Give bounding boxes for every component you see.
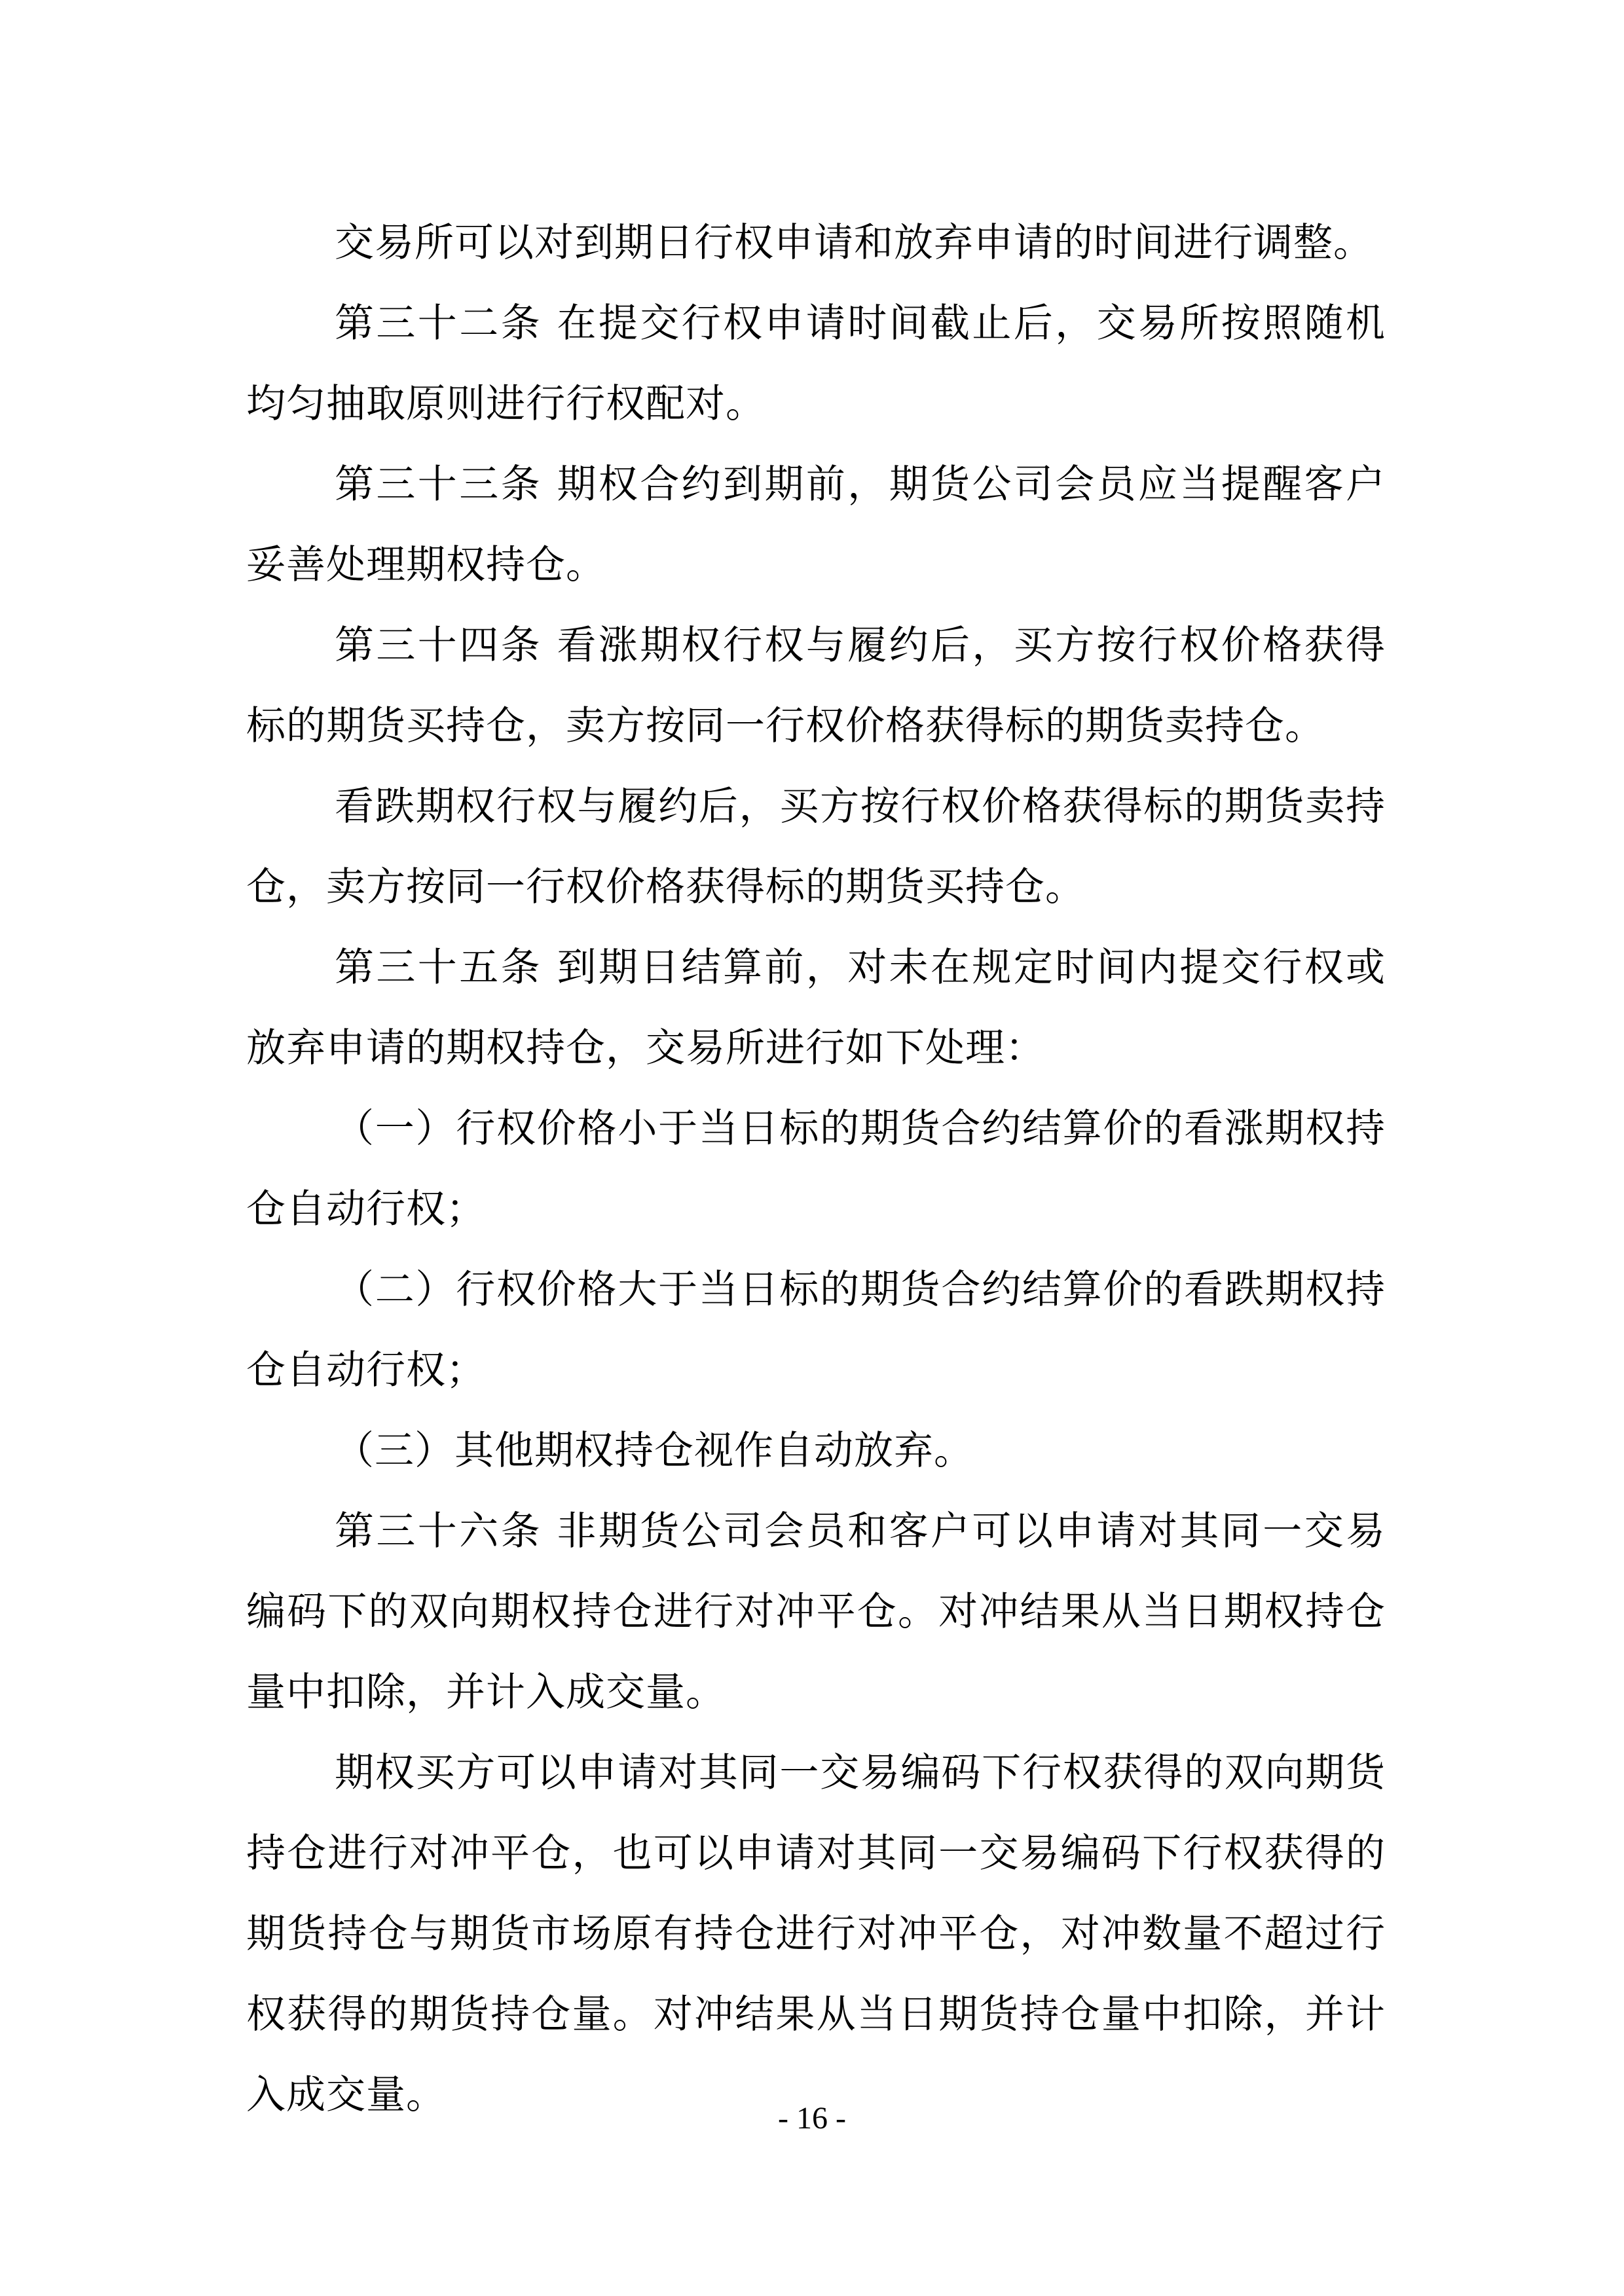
paragraph-7: （一）行权价格小于当日标的期货合约结算价的看涨期权持仓自动行权； <box>246 1106 1386 1232</box>
paragraph-4: 第三十四条 看涨期权行权与履约后，买方按行权价格获得标的期货买持仓，卖方按同一行权价格获得标的期货卖持仓。 <box>246 623 1386 749</box>
document-body <box>246 203 1386 2136</box>
paragraph-11: 期权买方可以申请对其同一交易编码下行权获得的双向期货持仓进行对冲平仓，也可以申请对其同一交易编码下行权获得的期货持仓与期货市场原有持仓进行对冲平仓，对冲数量不超过行权获得的期货持仓量。对冲结果从当日期货持仓量中扣除，并计入成交量。 <box>246 1750 1386 2118</box>
paragraph-6: 第三十五条 到期日结算前，对未在规定时间内提交行权或放弃申请的期权持仓，交易所进行如下处理： <box>246 945 1386 1071</box>
paragraph-10: 第三十六条 非期货公司会员和客户可以申请对其同一交易编码下的双向期权持仓进行对冲平仓。对冲结果从当日期权持仓量中扣除，并计入成交量。 <box>246 1508 1386 1715</box>
paragraph-9: （三）其他期权持仓视作自动放弃。 <box>335 1428 974 1474</box>
page-number: - 16 - <box>778 2101 846 2136</box>
paragraph-3: 第三十三条 期权合约到期前，期货公司会员应当提醒客户妥善处理期权持仓。 <box>246 462 1386 588</box>
paragraph-5: 看跌期权行权与履约后，买方按行权价格获得标的期货卖持仓，卖方按同一行权价格获得标的期货买持仓。 <box>246 784 1386 910</box>
paragraph-8: （二）行权价格大于当日标的期货合约结算价的看跌期权持仓自动行权； <box>246 1267 1386 1393</box>
paragraph-1: 交易所可以对到期日行权申请和放弃申请的时间进行调整。 <box>335 220 1373 266</box>
paragraph-2: 第三十二条 在提交行权申请时间截止后，交易所按照随机均匀抽取原则进行行权配对。 <box>246 301 1386 427</box>
